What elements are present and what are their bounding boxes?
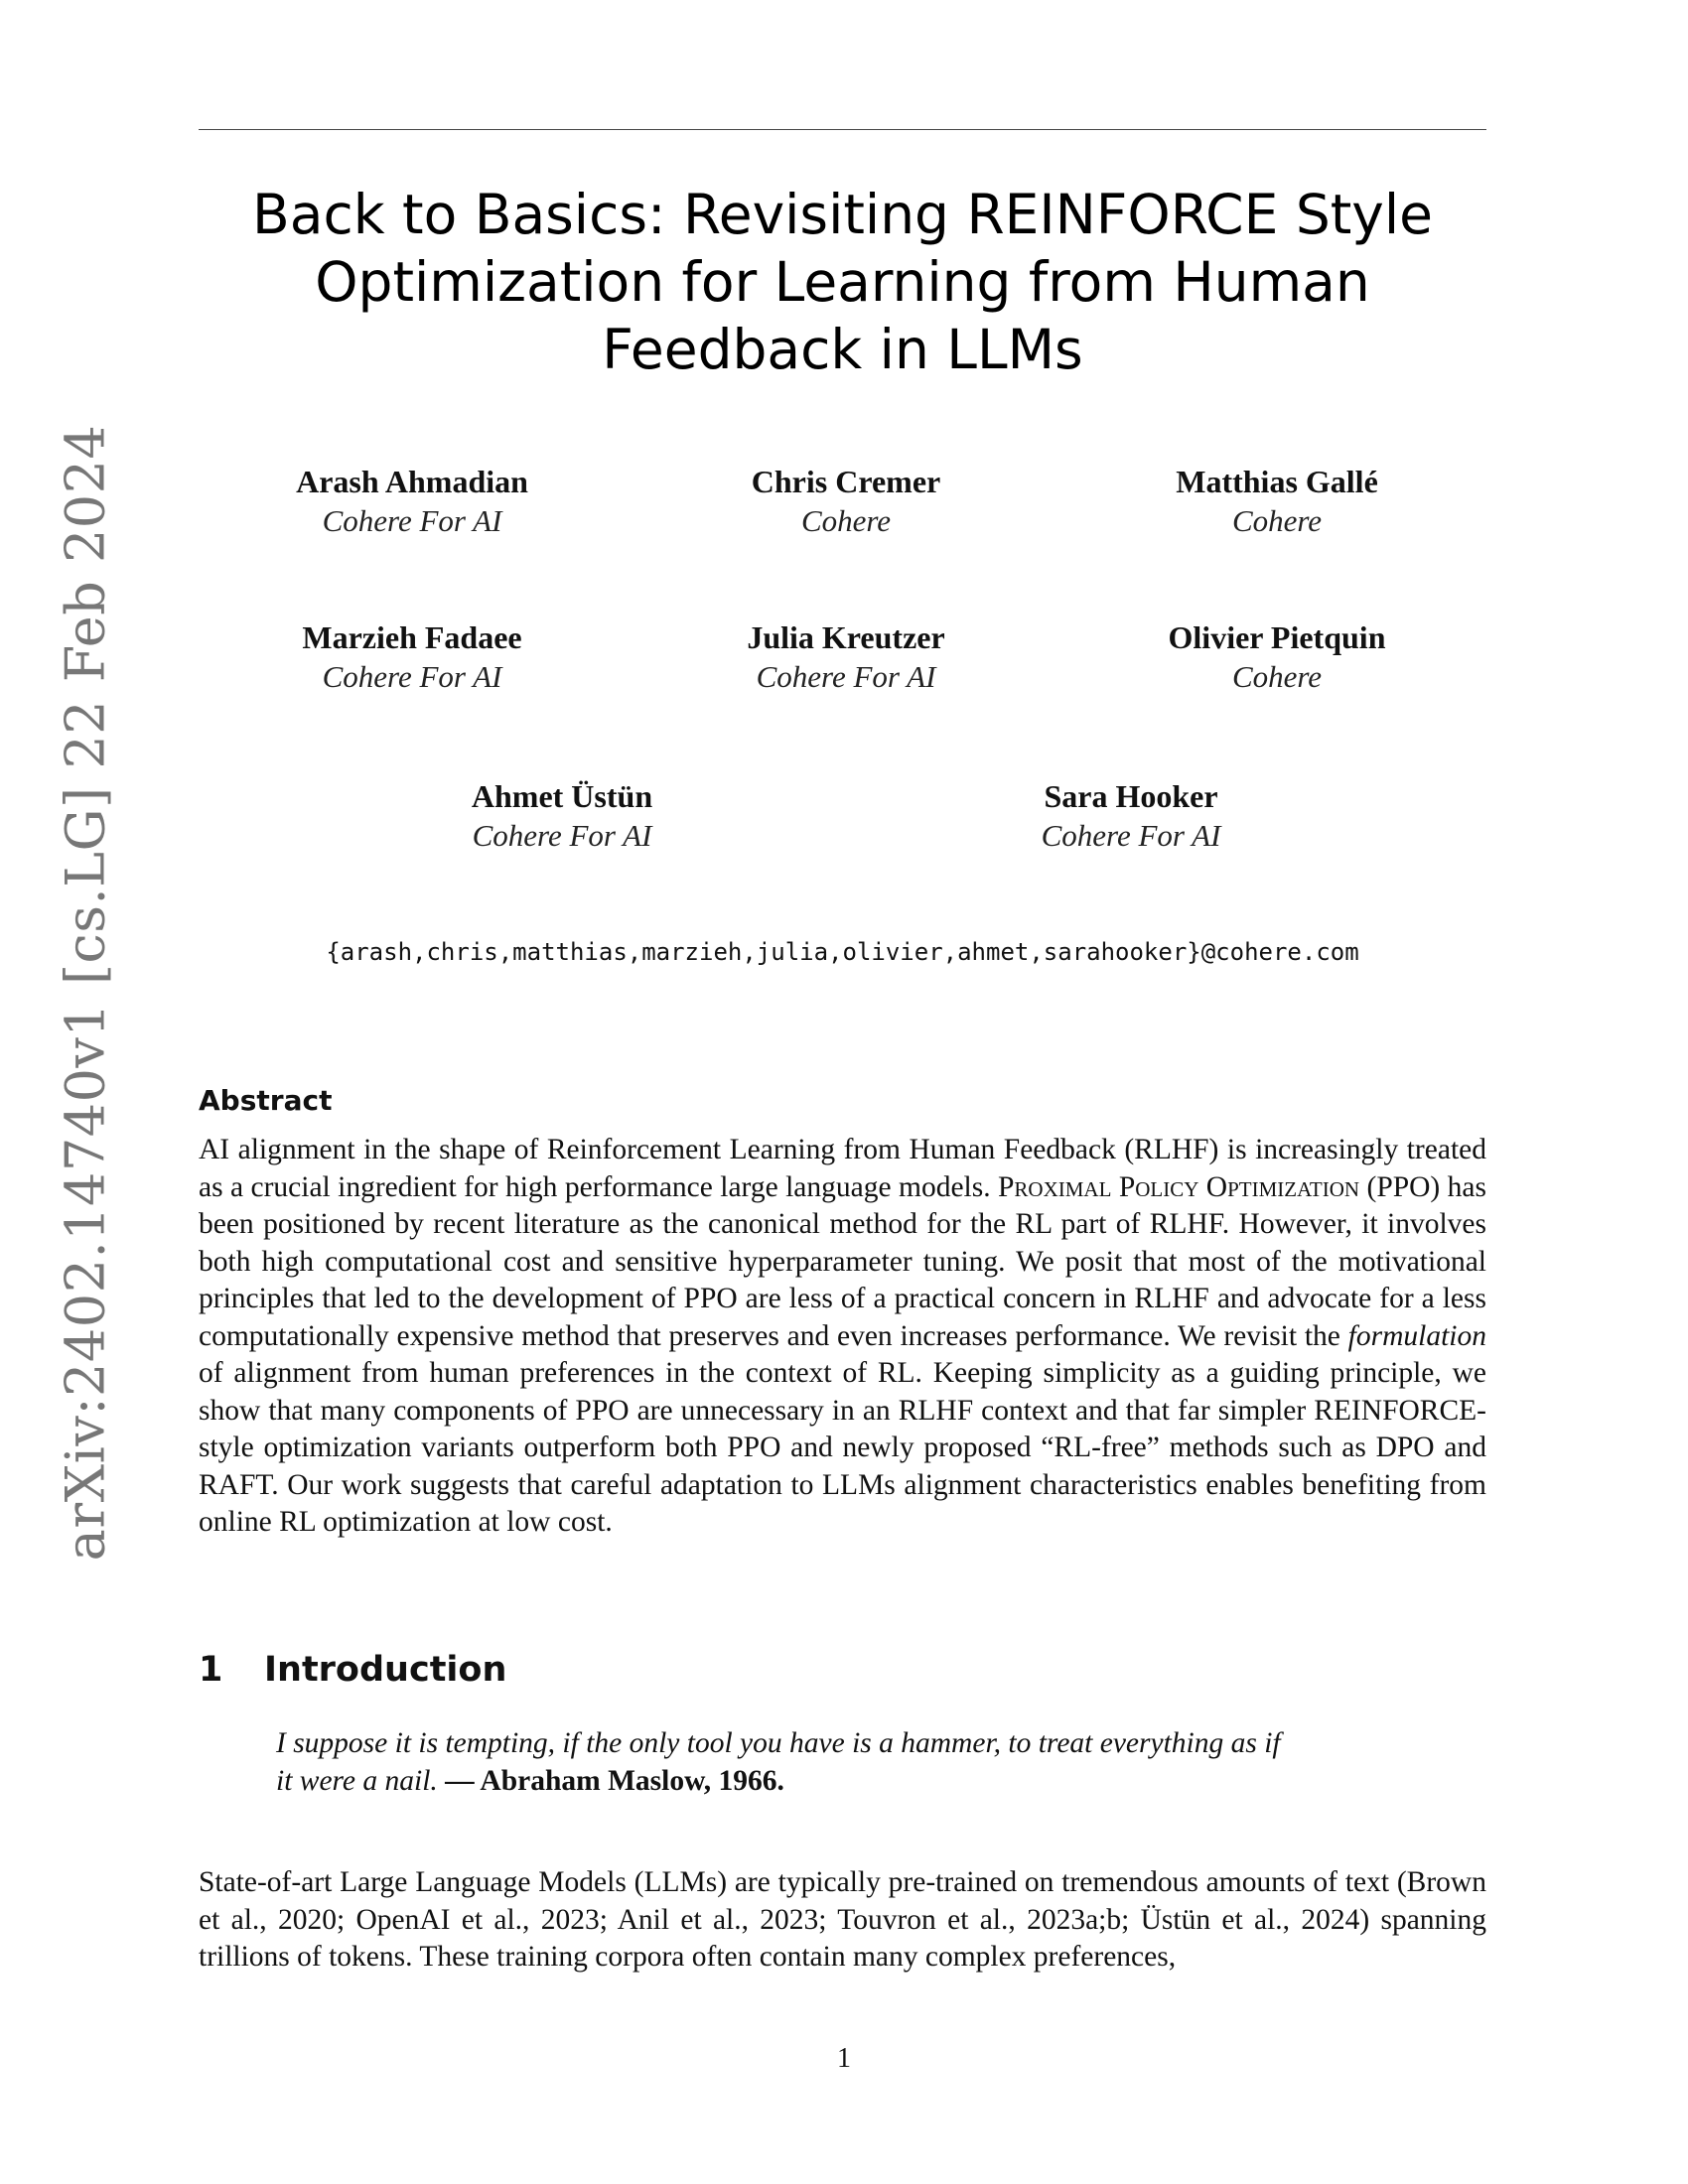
author-affiliation: Cohere (1231, 503, 1323, 538)
title-line: Feedback in LLMs (602, 318, 1083, 381)
section-title: Introduction (264, 1650, 507, 1690)
author-block (248, 618, 576, 696)
author-block (967, 777, 1295, 855)
author-block (682, 618, 1010, 696)
intro-paragraph: State-of-art Large Language Models (LLMs) are typically pre-trained on tremendous amounts of text (Brown et al., 2020; OpenAI et al., 2023; Anil et al., 2023; Touvron et al., 2023a;b; Üstün et al., 2024) spanning trillions of tokens. These training corpora often contain many complex preferences, (199, 1866, 1486, 1973)
top-rule (199, 129, 1486, 130)
title-line: Back to Basics: Revisiting REINFORCE Style (252, 183, 1433, 246)
author-name: Sara Hooker (1044, 778, 1218, 814)
epigraph (276, 1724, 1418, 1800)
author-affiliation: Cohere (1231, 659, 1323, 694)
author-block (1113, 463, 1441, 540)
author-emails: {arash,chris,matthias,marzieh,julia,olivier,ahmet,sarahooker}@cohere.com (326, 938, 1359, 966)
author-name: Matthias Gallé (1176, 464, 1378, 499)
abstract-heading: Abstract (199, 1084, 333, 1117)
author-block (398, 777, 726, 855)
author-name: Marzieh Fadaee (302, 619, 522, 655)
author-affiliation: Cohere For AI (756, 659, 936, 694)
author-affiliation: Cohere (800, 503, 892, 538)
author-name: Arash Ahmadian (296, 464, 528, 499)
author-name: Julia Kreutzer (747, 619, 945, 655)
author-name: Chris Cremer (751, 464, 941, 499)
author-block (1113, 618, 1441, 696)
epigraph-attribution: Abraham Maslow, 1966. (480, 1765, 784, 1797)
author-affiliation: Cohere For AI (472, 818, 652, 853)
section-heading (199, 1650, 506, 1690)
title-line: Optimization for Learning from Human (315, 250, 1370, 314)
section-number: 1 (199, 1650, 223, 1690)
author-affiliation: Cohere For AI (322, 503, 502, 538)
author-affiliation: Cohere For AI (322, 659, 502, 694)
page-number: 1 (837, 2043, 851, 2074)
epigraph-dash: — (437, 1765, 481, 1797)
author-affiliation: Cohere For AI (1041, 818, 1221, 853)
author-name: Olivier Pietquin (1168, 619, 1386, 655)
author-name: Ahmet Üstün (471, 778, 653, 814)
abstract-emphasis: formulation (1347, 1319, 1486, 1352)
arxiv-stamp: arXiv:2402.14740v1 [cs.LG] 22 Feb 2024 (54, 424, 117, 1562)
author-block (248, 463, 576, 540)
epigraph-line: I suppose it is tempting, if the only tool you have is a hammer, to treat everything as if (276, 1727, 1281, 1759)
abstract-text: (PPO) has been positioned by recent literature as the canonical method for the RL part of RLHF. However, it involves both high computational cost and sensitive hyperparameter tuning. We posit that most of the motivational principles that led to the development of PPO are less of a practical concern in RLHF and advocate for a less computationally expensive method that preserves and even increases performance. We revisit the (199, 1170, 1486, 1352)
abstract-ppo-name: Proximal Policy Optimization (998, 1170, 1360, 1203)
abstract-text: AI alignment in the shape of Reinforcement Learning from Human Feedback (RLHF) is increasingly treated as a crucial ingredient for high performance large language models. (199, 1134, 1486, 1203)
author-block (682, 463, 1010, 540)
epigraph-text: it were a nail. (276, 1765, 438, 1797)
abstract-body (199, 1132, 1486, 1542)
epigraph-line-2 (276, 1762, 1418, 1800)
abstract-text: of alignment from human preferences in the context of RL. Keeping simplicity as a guiding principle, we show that many components of PPO are unnecessary in an RLHF context and that far simpler REINFORCE-style optimization variants outperform both PPO and newly proposed “RL-free” methods such as DPO and RAFT. Our work suggests that careful adaptation to LLMs alignment characteristics enables benefiting from online RL optimization at low cost. (199, 1357, 1486, 1538)
paper-title (199, 181, 1486, 383)
